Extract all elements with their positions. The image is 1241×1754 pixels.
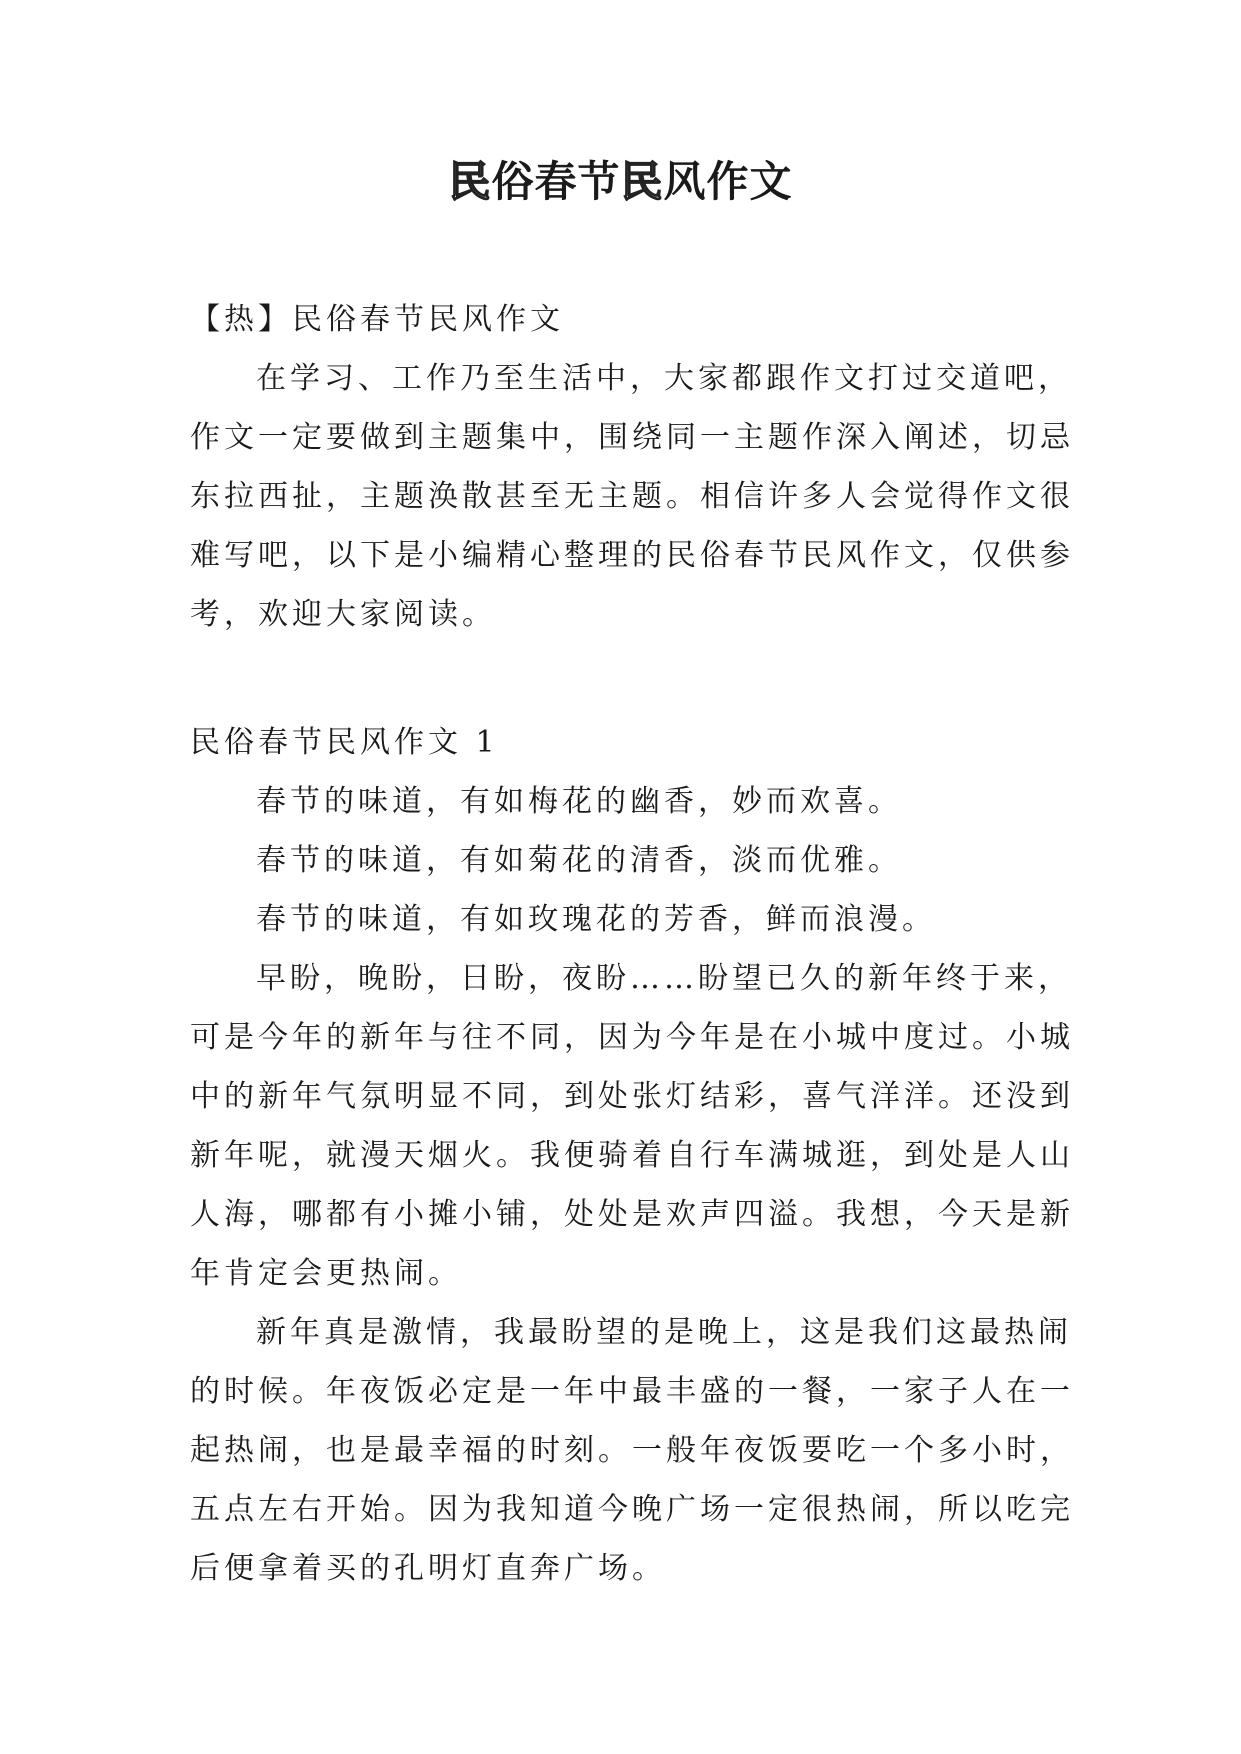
text-line: 中的新年气氛明显不同，到处张灯结彩，喜气洋洋。还没到 [190, 1079, 1074, 1114]
section-heading: 民俗春节民风作文 1 [190, 725, 499, 760]
title-char-outlined: 民 [620, 157, 664, 206]
title-segment: 风作文 [663, 157, 793, 206]
text-line: 作文一定要做到主题集中，围绕同一主题作深入阐述，切忌 [190, 420, 1074, 455]
document-title [0, 152, 1241, 212]
body-paragraph-2 [190, 1303, 1074, 1598]
intro-heading: 【热】民俗春节民风作文 [190, 302, 564, 337]
text-line: 春节的味道，有如玫瑰花的芳香，鲜而浪漫。 [256, 902, 936, 937]
text-line: 东拉西扯，主题涣散甚至无主题。相信许多人会觉得作文很 [190, 479, 1074, 514]
text-line: 后便拿着买的孔明灯直奔广场。 [190, 1551, 666, 1586]
intro-paragraph [190, 349, 1074, 644]
text-line: 五点左右开始。因为我知道今晚广场一定很热闹，所以吃完 [190, 1492, 1074, 1527]
text-line: 难写吧，以下是小编精心整理的民俗春节民风作文，仅供参 [190, 538, 1074, 573]
text-line: 起热闹，也是最幸福的时刻。一般年夜饭要吃一个多小时， [190, 1433, 1074, 1468]
title-segment: 俗春节 [491, 157, 621, 206]
text-line: 早盼，晚盼，日盼，夜盼……盼望已久的新年终于来， [256, 961, 1072, 996]
text-line: 可是今年的新年与往不同，因为今年是在小城中度过。小城 [190, 1020, 1074, 1055]
text-line: 人海，哪都有小摊小铺，处处是欢声四溢。我想，今天是新 [190, 1197, 1074, 1232]
text-line: 在学习、工作乃至生活中，大家都跟作文打过交道吧， [256, 361, 1072, 396]
text-line: 新年呢，就漫天烟火。我便骑着自行车满城逛，到处是人山 [190, 1138, 1074, 1173]
text-line: 春节的味道，有如菊花的清香，淡而优雅。 [256, 843, 902, 878]
text-line: 新年真是激情，我最盼望的是晚上，这是我们这最热闹 [256, 1315, 1072, 1350]
body-paragraph-1 [190, 949, 1074, 1303]
title-char-outlined: 民 [448, 157, 492, 206]
document-body [190, 290, 1074, 1598]
text-line: 春节的味道，有如梅花的幽香，妙而欢喜。 [256, 784, 902, 819]
section-spacer [190, 644, 1050, 713]
text-line: 的时候。年夜饭必定是一年中最丰盛的一餐，一家子人在一 [190, 1374, 1074, 1409]
text-line: 考，欢迎大家阅读。 [190, 597, 496, 632]
text-line: 年肯定会更热闹。 [190, 1256, 462, 1291]
short-lines [190, 772, 1050, 949]
